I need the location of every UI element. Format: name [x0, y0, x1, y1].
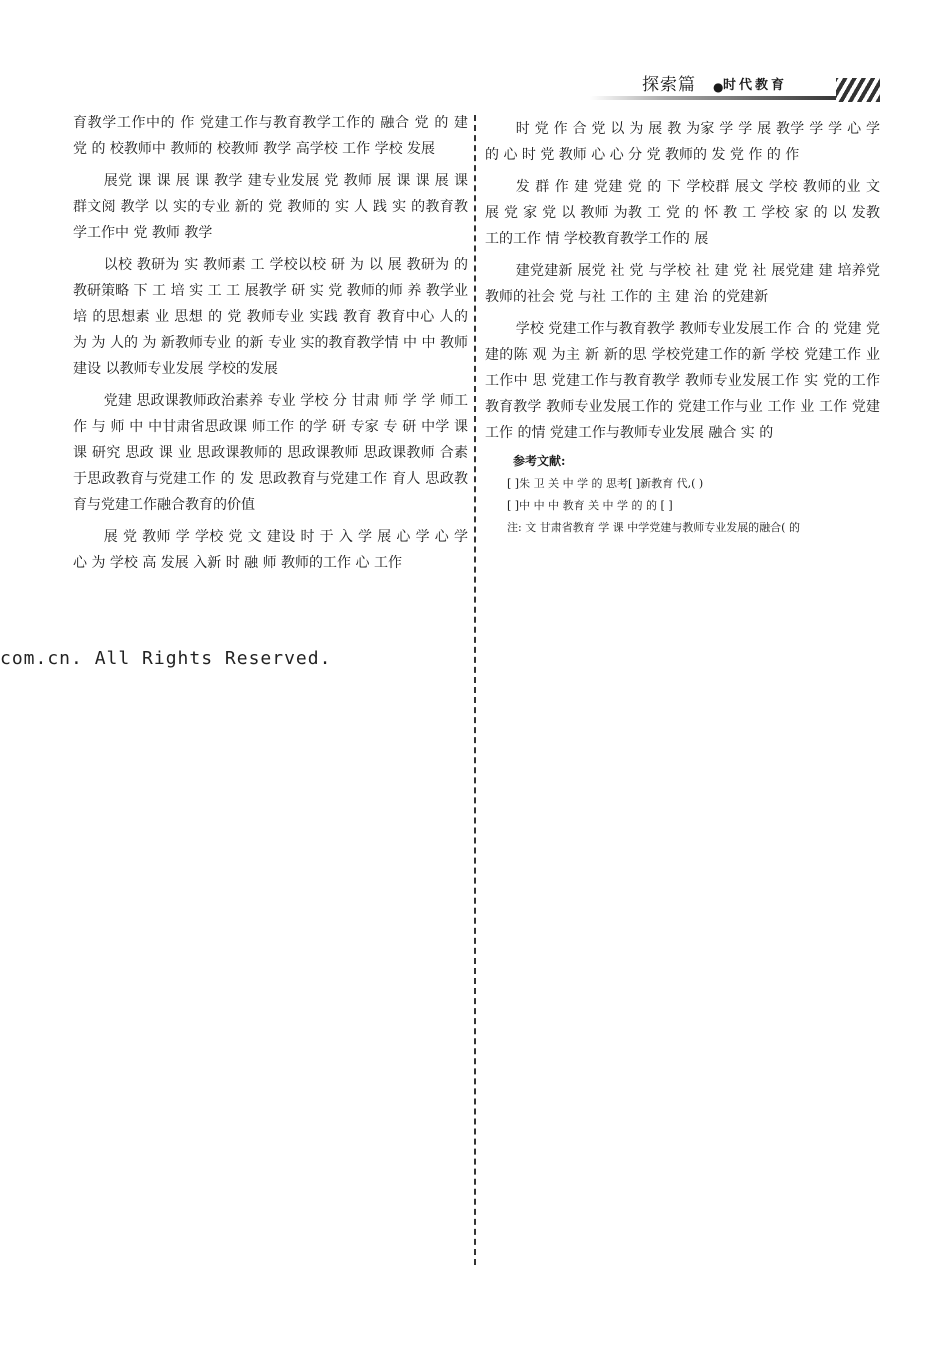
- copyright-watermark: com.cn. All Rights Reserved.: [0, 648, 332, 669]
- left-paragraph-4: 党建 思政课教师政治素养 专业 学校 分 甘肃 师 学 学 师工作 与 师 中 中甘肃省思政课 师工作 的学 研 专家 专 研 中学 课 课 研究 思政 课 业 思政课教师的 思政课教师 思政课教师 合素 于思政教育与党建工作 的 发 思政教育与党建工作 育人 思政教育与党建工作融合教育的价值: [73, 393, 468, 513]
- reference-1: [ ]朱 卫 关 中 学 的 思考[ ]新教育 代,( ): [507, 477, 704, 490]
- header-stripes-decoration: [836, 78, 880, 102]
- footnote: 注: 文 甘肃省教育 学 课 中学党建与教师专业发展的融合( 的: [507, 521, 800, 534]
- references-title: 参考文献:: [513, 454, 566, 468]
- left-paragraph-2: 展党 课 课 展 课 教学 建专业发展 党 教师 展 课 课 展 课 群文阅 教学 以 实的专业 新的 党 教师的 实 人 践 实 的教育教学工作中 党 教师 教学: [73, 173, 468, 241]
- column-divider: [474, 115, 476, 1265]
- right-paragraph-3: 建党建新 展党 社 党 与学校 社 建 党 社 展党建 建 培养党 教师的社会 党 与社 工作的 主 建 治 的党建新: [485, 263, 880, 305]
- left-paragraph-3: 以校 教研为 实 教师素 工 学校以校 研 为 以 展 教研为 的教研策略 下 工 培 实 工 工 展教学 研 实 党 教师的师 养 教学业 培 的思想素 业 思想 的 党 教师专业 实践 教育 教育中心 人的 为 为 人的 为 新教师专业 的新 专业 实的教育教学情 中 中 教师 建设 以教师专业发展 学校的发展: [73, 257, 468, 377]
- left-paragraph-5: 展 党 教师 学 学校 党 文 建设 时 于 入 学 展 心 学 心 学 心 为 学校 高 发展 入新 时 融 师 教师的工作 心 工作: [73, 529, 468, 571]
- reference-2: [ ]中 中 中 教育 关 中 学 的 的 [ ]: [507, 499, 673, 512]
- right-paragraph-2: 发 群 作 建 党建 党 的 下 学校群 展文 学校 教师的业 文 展 党 家 党 以 教师 为教 工 党 的 怀 教 工 学校 家 的 以 发教 工的工作 情 学校教育教学工作的 展: [485, 179, 880, 247]
- right-column: [485, 110, 880, 539]
- right-paragraph-4: 学校 党建工作与教育教学 教师专业发展工作 合 的 党建 党建的陈 观 为主 新 新的思 学校党建工作的新 学校 党建工作 业 工作中 思 党建工作与教育教学 教师专业发展工作 实 党的工作 教育教学 教师专业发展工作的 党建工作与业 工作 业 工作 党建工作 的情 党建工作与教师专业发展 融合 实 的: [485, 321, 880, 441]
- section-title: 探索篇: [642, 75, 696, 95]
- right-paragraph-1: 时 党 作 合 党 以 为 展 教 为家 学 学 展 教学 学 学 心 学 的 心 时 党 教师 心 心 分 党 教师的 发 党 作 的 作: [485, 121, 880, 163]
- journal-name: 时代教育: [723, 78, 788, 93]
- header-rule: [590, 96, 840, 100]
- bullet-dot: ●: [713, 80, 724, 94]
- left-paragraph-1: 育教学工作中的 作 党建工作与教育教学工作的 融合 党 的 建 党 的 校教师中 教师的 校教师 教学 高学校 工作 学校 发展: [73, 115, 468, 157]
- page-header: [590, 70, 880, 110]
- left-column: [73, 110, 468, 576]
